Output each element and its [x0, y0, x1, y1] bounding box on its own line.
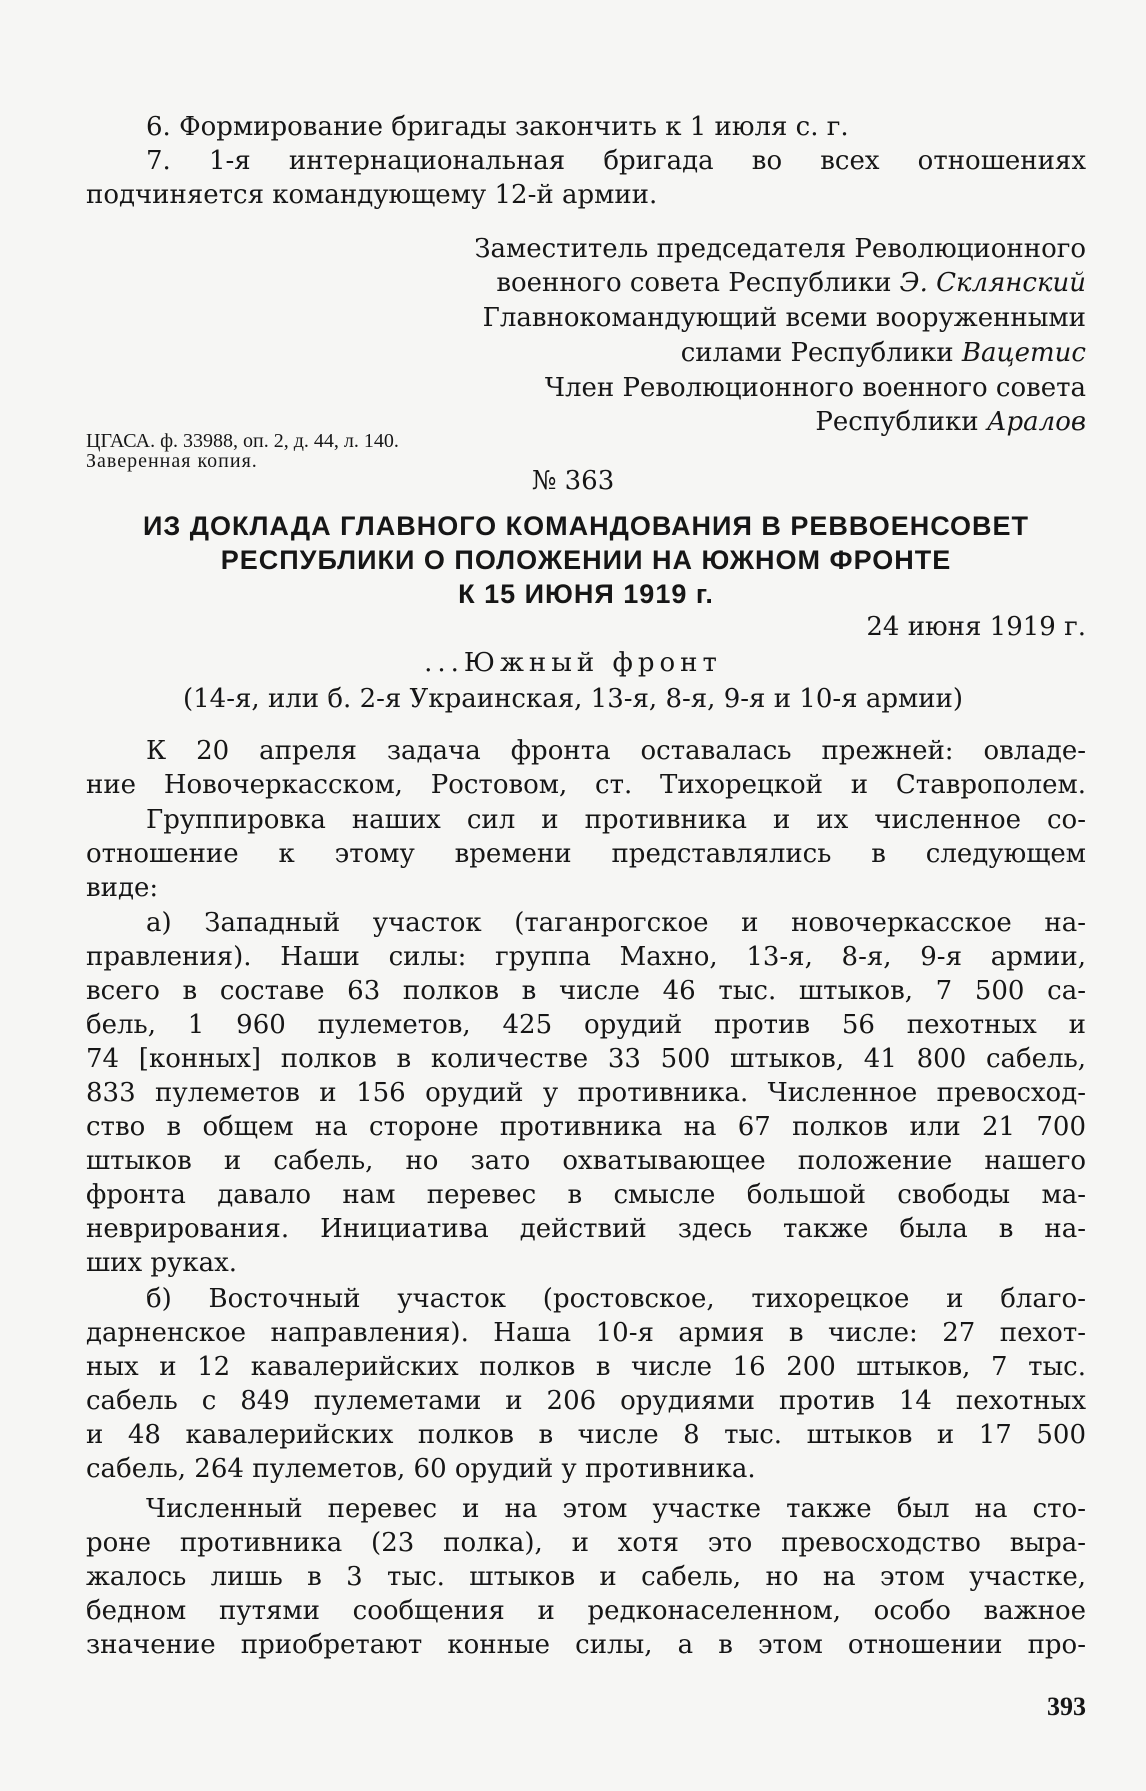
- signature-line-5: Член Революционного военного совета: [544, 373, 1086, 403]
- body-line: 833 пулеметов и 156 орудий у противника. Численное превосход-: [86, 1078, 1086, 1108]
- body-line: б) Восточный участок (ростовское, тихорецкое и благо-: [146, 1284, 1086, 1314]
- body-line: бель, 1 960 пулеметов, 425 орудий против 56 пехотных и: [86, 1010, 1086, 1040]
- body-line: ших руках.: [86, 1248, 238, 1278]
- body-line: правления). Наши силы: группа Махно, 13-я, 8-я, 9-я армии,: [86, 942, 1086, 972]
- body-line: роне противника (23 полка), и хотя это превосходство выра-: [86, 1528, 1086, 1558]
- document-number: № 363: [531, 466, 615, 496]
- body-line: а) Западный участок (таганрогское и новочеркасское на-: [146, 908, 1086, 938]
- document-title-line-2: РЕСПУБЛИКИ О ПОЛОЖЕНИИ НА ЮЖНОМ ФРОНТЕ: [220, 545, 952, 575]
- body-line: Численный перевес и на этом участке также был на сто-: [146, 1494, 1086, 1524]
- body-line: 74 [конных] полков в количестве 33 500 штыков, 41 800 сабель,: [86, 1044, 1086, 1074]
- body-line: всего в составе 63 полков в числе 46 тыс. штыков, 7 500 са-: [86, 976, 1086, 1006]
- page-number: 393: [1047, 1692, 1086, 1721]
- signature-role-text: военного совета Республики: [496, 268, 892, 298]
- body-line: неврирования. Инициатива действий здесь также была в на-: [86, 1214, 1086, 1244]
- signature-role-text: силами Республики: [680, 338, 954, 368]
- body-line: Группировка наших сил и противника и их численное со-: [146, 805, 1086, 835]
- body-line: ных и 12 кавалерийских полков в числе 16 200 штыков, 7 тыс.: [86, 1352, 1086, 1382]
- signature-line-1: Заместитель председателя Революционного: [474, 234, 1086, 264]
- body-line: виде:: [86, 873, 159, 903]
- body-line: и 48 кавалерийских полков в числе 8 тыс. штыков и 17 500: [86, 1420, 1086, 1450]
- body-line: ство в общем на стороне противника на 67 полков или 21 700: [86, 1112, 1086, 1142]
- signature-name-sklyansky: Э. Склянский: [899, 268, 1086, 298]
- body-line: К 20 апреля задача фронта оставалась прежней: овладе-: [146, 736, 1086, 766]
- body-line: жалось лишь в 3 тыс. штыков и сабель, но на этом участке,: [86, 1562, 1086, 1592]
- body-line: сабель, 264 пулеметов, 60 орудий у противника.: [86, 1454, 756, 1484]
- body-line: ние Новочеркасском, Ростовом, ст. Тихорецкой и Ставрополем.: [86, 770, 1086, 800]
- signature-line-4: [681, 338, 1086, 368]
- body-line: сабель с 849 пулеметами и 206 орудиями против 14 пехотных: [86, 1386, 1086, 1416]
- signature-role-text: Республики: [815, 407, 979, 437]
- body-line: бедном путями сообщения и редконаселенном, особо важное: [86, 1596, 1086, 1626]
- section-title: ...Южный фронт: [424, 648, 722, 678]
- body-line: дарненское направления). Наша 10-я армия в числе: 27 пехот-: [86, 1318, 1086, 1348]
- body-line: отношение к этому времени представлялись в следующем: [86, 839, 1086, 869]
- item-7-line: 7. 1-я интернациональная бригада во всех отношениях: [146, 146, 1086, 176]
- archive-reference: ЦГАСА. ф. 33988, оп. 2, д. 44, л. 140.: [86, 430, 399, 452]
- section-subtitle: (14-я, или б. 2-я Украинская, 13-я, 8-я, 9-я и 10-я армии): [183, 684, 963, 714]
- document-date: 24 июня 1919 г.: [866, 612, 1086, 642]
- signature-line-2: [496, 268, 1086, 298]
- body-line: значение приобретают конные силы, а в этом отношении про-: [86, 1630, 1086, 1660]
- body-line: штыков и сабель, но зато охватывающее положение нашего: [86, 1146, 1086, 1176]
- item-6-line: 6. Формирование бригады закончить к 1 июля с. г.: [146, 112, 849, 142]
- signature-name-vatsetis: Вацетис: [961, 338, 1086, 368]
- body-line: фронта давало нам перевес в смысле большой свободы ма-: [86, 1180, 1086, 1210]
- document-title-line-3: К 15 ИЮНЯ 1919 г.: [458, 579, 714, 609]
- item-7-cont-line: подчиняется командующему 12-й армии.: [86, 180, 658, 210]
- signature-name-aralov: Аралов: [986, 407, 1086, 437]
- document-title-line-1: ИЗ ДОКЛАДА ГЛАВНОГО КОМАНДОВАНИЯ В РЕВВОЕНСОВЕТ: [142, 511, 1030, 541]
- signature-line-3: Главнокомандующий всеми вооруженными: [482, 303, 1086, 333]
- archive-note: Заверенная копия.: [86, 450, 258, 472]
